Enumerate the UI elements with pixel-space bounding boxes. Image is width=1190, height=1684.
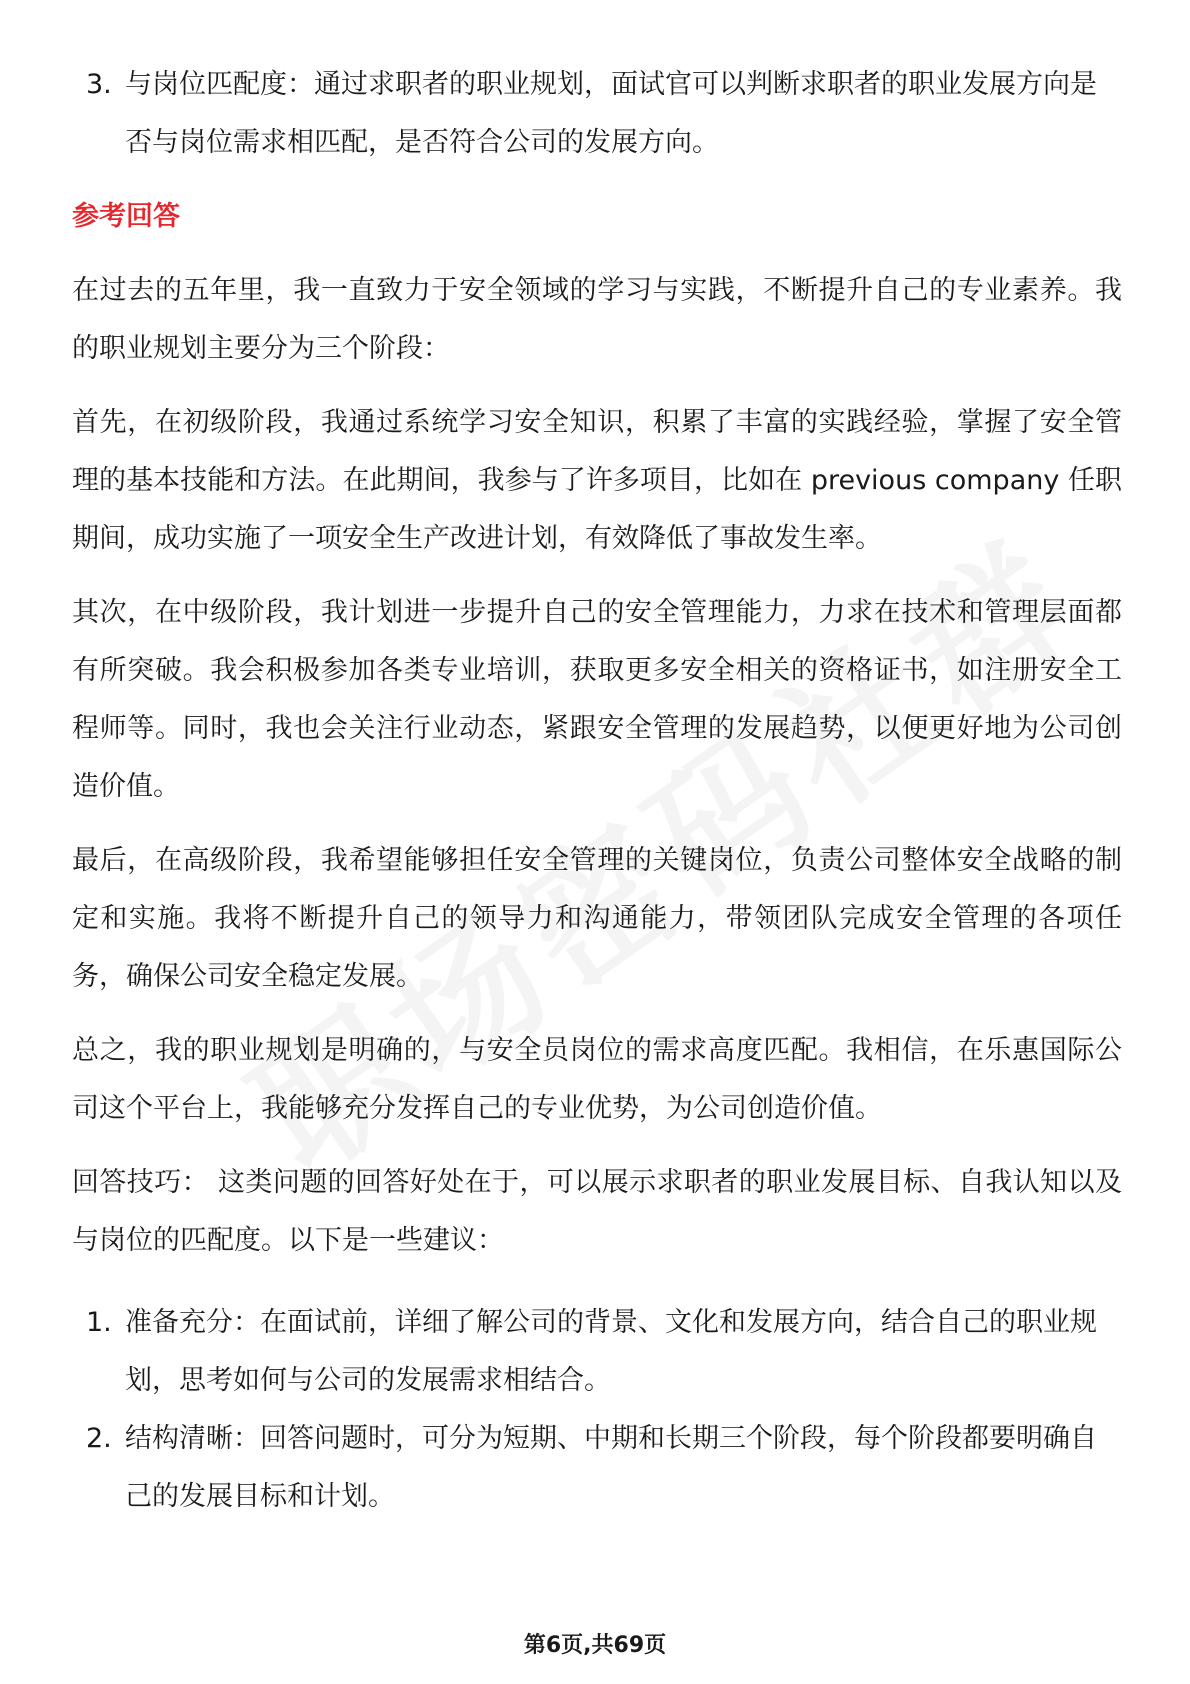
- list-number: 3.: [86, 69, 112, 100]
- paragraph-third-stage: 最后，在高级阶段，我希望能够担任安全管理的关键岗位，负责公司整体安全战略的制定和实施。我将不断提升自己的领导力和沟通能力，带领团队完成安全管理的各项任务，确保公司安全稳定发展。: [72, 845, 1122, 992]
- paragraph-tips-intro: 回答技巧： 这类问题的回答好处在于，可以展示求职者的职业发展目标、自我认知以及与岗位的匹配度。以下是一些建议：: [72, 1167, 1122, 1256]
- section-title: 参考回答: [72, 201, 180, 232]
- list-item-text: 结构清晰：回答问题时，可分为短期、中期和长期三个阶段，每个阶段都要明确自己的发展目标和计划。: [125, 1423, 1097, 1512]
- list-item: [72, 1294, 1122, 1410]
- paragraph-summary: 总之，我的职业规划是明确的，与安全员岗位的需求高度匹配。我相信，在乐惠国际公司这个平台上，我能够充分发挥自己的专业优势，为公司创造价值。: [72, 1035, 1122, 1124]
- list-item-text: 与岗位匹配度：通过求职者的职业规划，面试官可以判断求职者的职业发展方向是否与岗位需求相匹配，是否符合公司的发展方向。: [125, 69, 1097, 158]
- paragraph-first-stage: 首先，在初级阶段，我通过系统学习安全知识，积累了丰富的实践经验，掌握了安全管理的基本技能和方法。在此期间，我参与了许多项目，比如在 previous company 任职期间，成功实施了一项安全生产改进计划，有效降低了事故发生率。: [72, 407, 1122, 554]
- page-number-footer: 第6页,共69页: [523, 1633, 667, 1658]
- list-number: 1.: [86, 1307, 112, 1338]
- list-number: 2.: [86, 1423, 112, 1454]
- tips-list: [72, 1294, 1122, 1526]
- list-item: [72, 1410, 1122, 1526]
- paragraph-intro: 在过去的五年里，我一直致力于安全领域的学习与实践，不断提升自己的专业素养。我的职业规划主要分为三个阶段：: [72, 275, 1122, 364]
- list-item: [72, 56, 1122, 172]
- paragraph-second-stage: 其次，在中级阶段，我计划进一步提升自己的安全管理能力，力求在技术和管理层面都有所突破。我会积极参加各类专业培训，获取更多安全相关的资格证书，如注册安全工程师等。同时，我也会关注行业动态，紧跟安全管理的发展趋势，以便更好地为公司创造价值。: [72, 597, 1122, 802]
- page-content: [72, 56, 1122, 1526]
- list-item-text: 准备充分：在面试前，详细了解公司的背景、文化和发展方向，结合自己的职业规划，思考如何与公司的发展需求相结合。: [125, 1307, 1097, 1396]
- criteria-list: [72, 56, 1122, 172]
